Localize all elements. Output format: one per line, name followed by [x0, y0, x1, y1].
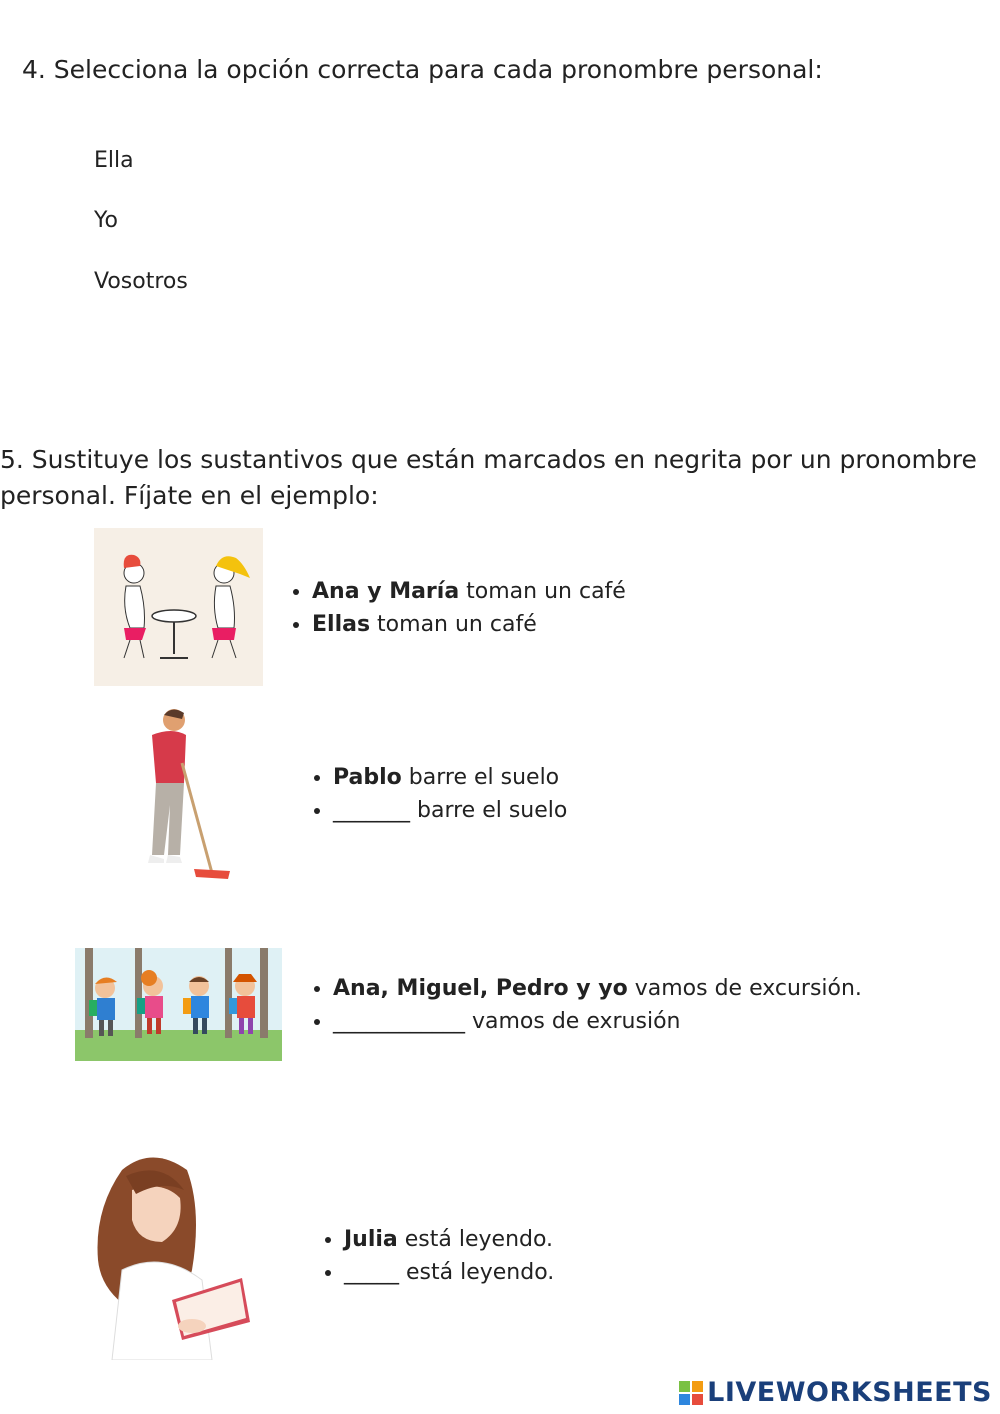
- pronoun-option-vosotros[interactable]: Vosotros: [94, 269, 188, 294]
- question-5-title: 5. Sustituye los sustantivos que están marcados en negrita por un pronombre personal. Fíjate en el ejemplo:: [0, 445, 977, 510]
- sentence-list-2: [311, 761, 567, 827]
- question-4-title: 4. Selecciona la opción correcta para cada pronombre personal:: [22, 55, 823, 84]
- sentence-rest: barre el suelo: [401, 765, 560, 790]
- girl-reading-illustration: [92, 1150, 252, 1360]
- sentence: [344, 1223, 554, 1256]
- bold-noun: Julia: [344, 1227, 398, 1252]
- sentence-rest: está leyendo.: [397, 1227, 554, 1252]
- answer-blank[interactable]: ____________: [333, 1009, 465, 1034]
- sentence-rest: vamos de excursión.: [627, 976, 862, 1001]
- cafe-women-illustration: [94, 528, 263, 686]
- bold-noun: Pablo: [333, 765, 402, 790]
- sentence-rest: vamos de exrusión: [465, 1009, 681, 1034]
- answer-blank[interactable]: _____: [344, 1260, 399, 1285]
- liveworksheets-mark-icon: [679, 1381, 703, 1405]
- answer-line: [333, 794, 567, 827]
- sentence-rest: toman un café: [370, 612, 537, 637]
- sentence-list-1: [290, 575, 626, 641]
- children-hiking-illustration: [75, 948, 282, 1061]
- brand-name: LIVEWORKSHEETS: [707, 1377, 992, 1408]
- example-answer: [312, 608, 626, 641]
- sentence-rest: está leyendo.: [399, 1260, 555, 1285]
- pronoun-option-ella[interactable]: Ella: [94, 148, 134, 173]
- answer-line: [344, 1256, 554, 1289]
- man-sweeping-illustration: [112, 705, 237, 883]
- answer-line: [333, 1005, 862, 1038]
- bold-noun: Ana y María: [312, 579, 460, 604]
- sentence-rest: barre el suelo: [410, 798, 568, 823]
- sentence-list-4: [322, 1223, 554, 1289]
- bold-pronoun: Ellas: [312, 612, 371, 637]
- sentence-list-3: [311, 972, 862, 1038]
- liveworksheets-logo: [679, 1377, 992, 1408]
- sentence: [333, 761, 567, 794]
- pronoun-option-yo[interactable]: Yo: [94, 208, 118, 233]
- bold-noun: Ana, Miguel, Pedro y yo: [333, 976, 628, 1001]
- example-sentence: [312, 575, 626, 608]
- answer-blank[interactable]: _______: [333, 798, 410, 823]
- sentence-rest: toman un café: [459, 579, 626, 604]
- sentence: [333, 972, 862, 1005]
